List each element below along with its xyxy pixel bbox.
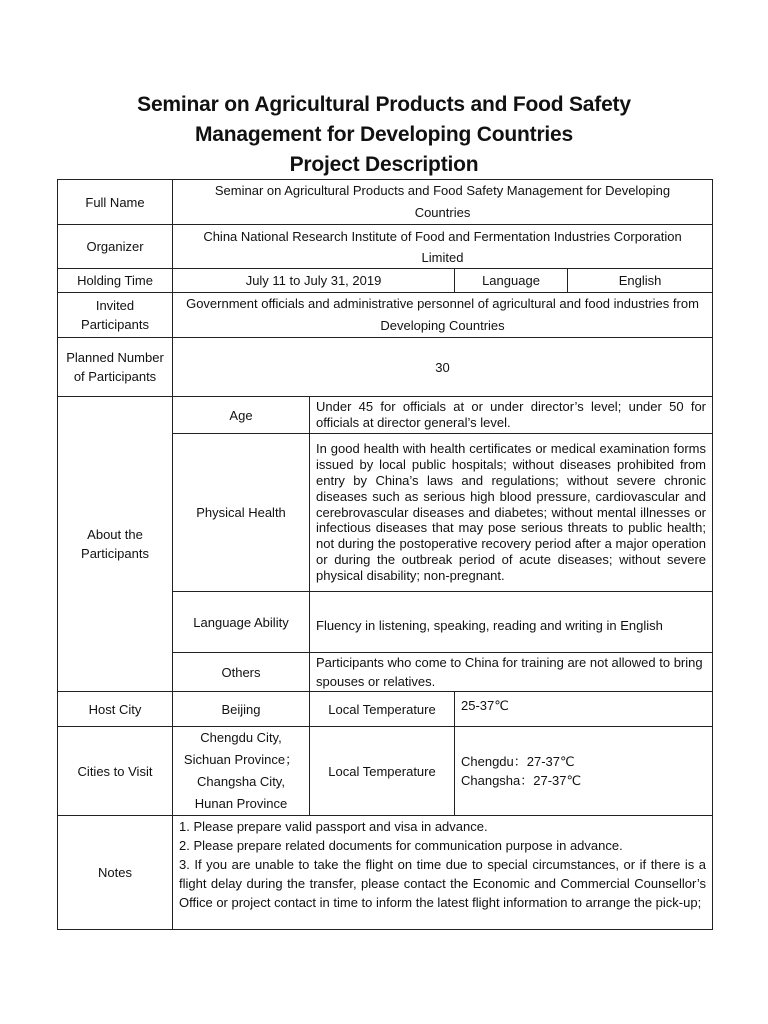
title-line-3: Project Description [289,153,479,176]
cities-temp-line-2: Changsha：27-37℃ [461,773,582,788]
holding-time-label: Holding Time [58,269,173,293]
project-description-table [57,179,713,930]
others-value: Participants who come to China for training are not allowed to bring spouses or relatives. [310,653,713,692]
document-title [0,90,768,180]
holding-time-value: July 11 to July 31, 2019 [173,269,455,293]
about-participants-label: About the Participants [58,397,173,692]
host-temp-label: Local Temperature [310,692,455,727]
full-name-value: Seminar on Agricultural Products and Food Safety Management for Developing Countries [173,180,713,225]
age-label: Age [173,397,310,434]
notes-item-3: 3. If you are unable to take the flight on time due to special circumstances, or if there is a flight delay during the transfer, please contact the Economic and Commercial Counsellor’s Office or project contact in time to inform the latest flight information to arrange the pick-up; [179,857,707,910]
row-age [58,397,713,434]
row-planned-number [58,338,713,397]
age-value: Under 45 for officials at or under director’s level; under 50 for officials at director general’s level. [310,397,713,434]
invited-label: Invited Participants [58,293,173,338]
organizer-label: Organizer [58,225,173,269]
organizer-value: China National Research Institute of Food and Fermentation Industries Corporation Limited [173,225,713,269]
planned-value: 30 [173,338,713,397]
notes-label: Notes [58,816,173,930]
row-cities-to-visit [58,727,713,816]
physical-health-value: In good health with health certificates or medical examination forms issued by local public hospitals; without diseases prohibited from entry by China’s laws and regulations; without severe chronic diseases such as serious high blood pressure, cardiovascular and cerebrovascular diseases and diabetes; without mental illnesses or infectious diseases that may pose serious threats to public health; not during the postoperative recovery period after a major operation or during the outbreak period of acute diseases; without severe physical disability; non-pregnant. [310,434,713,592]
notes-item-2: 2. Please prepare related documents for communication purpose in advance. [179,838,623,853]
host-city-label: Host City [58,692,173,727]
row-invited-participants [58,293,713,338]
host-temp-value: 25-37℃ [455,692,713,727]
row-full-name [58,180,713,225]
full-name-label: Full Name [58,180,173,225]
row-organizer [58,225,713,269]
row-host-city [58,692,713,727]
planned-label: Planned Number of Participants [58,338,173,397]
cities-visit-label: Cities to Visit [58,727,173,816]
row-notes [58,816,713,930]
physical-health-label: Physical Health [173,434,310,592]
row-holding-time [58,269,713,293]
notes-value [173,816,713,930]
invited-value: Government officials and administrative personnel of agricultural and food industries from Developing Countries [173,293,713,338]
notes-item-1: 1. Please prepare valid passport and visa in advance. [179,819,488,834]
title-line-1: Seminar on Agricultural Products and Food Safety [137,93,631,116]
language-ability-value: Fluency in listening, speaking, reading and writing in English [310,592,713,653]
language-label: Language [455,269,568,293]
language-ability-label: Language Ability [173,592,310,653]
host-city-value: Beijing [173,692,310,727]
title-line-2: Management for Developing Countries [194,123,574,146]
cities-temp-label: Local Temperature [310,727,455,816]
language-value: English [568,269,713,293]
cities-temp-value [455,727,713,816]
cities-visit-value: Chengdu City, Sichuan Province；Changsha City, Hunan Province [173,727,310,816]
cities-temp-line-1: Chengdu：27-37℃ [461,754,575,769]
others-label: Others [173,653,310,692]
